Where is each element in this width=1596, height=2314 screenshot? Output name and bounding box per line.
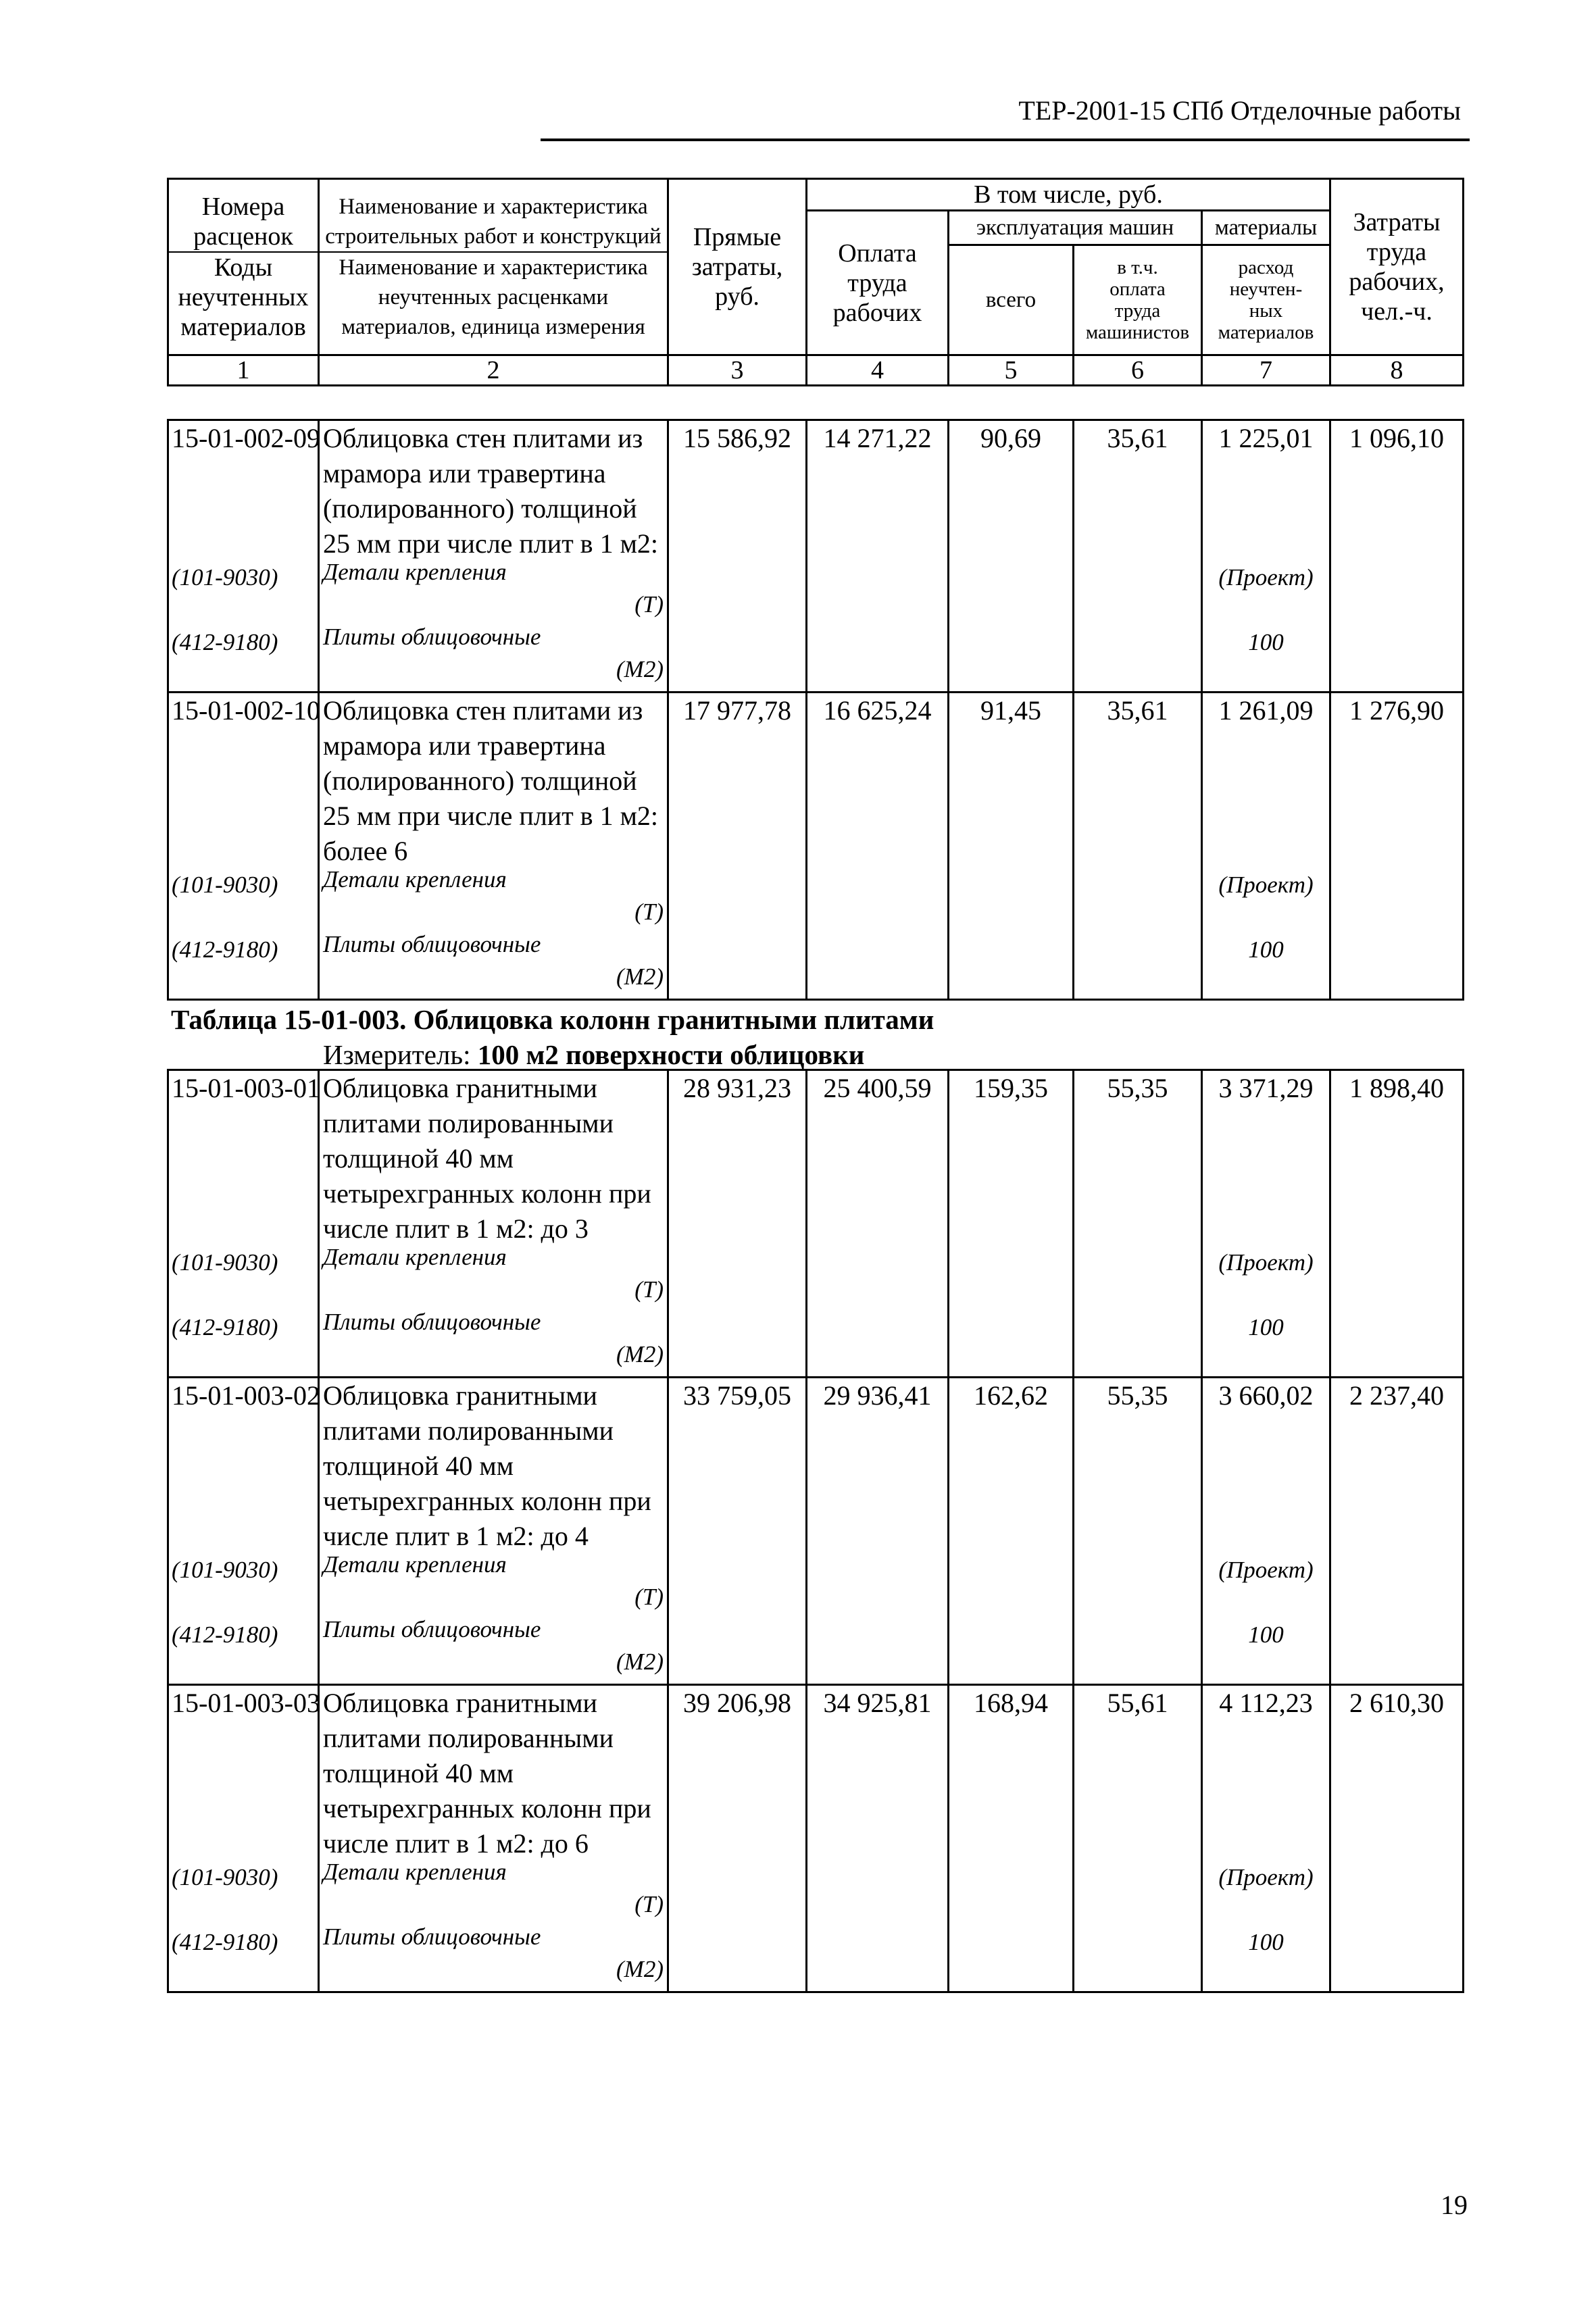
material-name: Детали крепления	[323, 866, 507, 892]
direct-cost: 28 931,23	[668, 1070, 807, 1378]
rate-code-cell	[168, 1070, 319, 1378]
labor-hours: 1 898,40	[1330, 1070, 1464, 1378]
col7-header: расход неучтен- ных материалов	[1202, 245, 1330, 355]
table-row	[168, 693, 1464, 1000]
description-cell: Облицовка стен плитами из мрамора или травертина (полированного) толщиной 25 мм при числе плит в 1 м2: Детали крепления (Т) Плиты облицовочные (М2)	[319, 420, 668, 693]
description-cell: Облицовка гранитными плитами полированными толщиной 40 мм четырехгранных колонн при числе плит в 1 м2: до 6 Детали крепления (Т) Плиты облицовочные (М2)	[319, 1685, 668, 1992]
col1-header: Номера расценок Коды неучтенных материалов	[168, 179, 319, 355]
materials-cell	[1202, 693, 1330, 1000]
material-unit: (Т)	[634, 899, 664, 925]
material-consumption: 100	[1248, 629, 1284, 655]
labor-cost: 29 936,41	[807, 1378, 949, 1685]
materials-cell	[1202, 1685, 1330, 1992]
col5-header: всего	[949, 245, 1074, 355]
materials-cell	[1202, 1378, 1330, 1685]
material-code: (412-9180)	[172, 1314, 278, 1340]
material-code: (412-9180)	[172, 1929, 278, 1955]
material-consumption: 100	[1248, 1929, 1284, 1955]
labor-cost: 14 271,22	[807, 420, 949, 693]
rate-code: 15-01-002-10	[172, 695, 320, 726]
column-number: 7	[1202, 355, 1330, 386]
column-number: 8	[1330, 355, 1464, 386]
material-code: (412-9180)	[172, 936, 278, 963]
column-number: 5	[949, 355, 1074, 386]
col4-header: Оплата труда рабочих	[807, 211, 949, 355]
labor-cost: 25 400,59	[807, 1070, 949, 1378]
machine-cost: 90,69	[949, 420, 1074, 693]
material-unit: (М2)	[616, 1341, 664, 1367]
material-name: Детали крепления	[323, 1551, 507, 1578]
material-name: Плиты облицовочные	[323, 624, 541, 650]
materials-cost: 3 660,02	[1218, 1380, 1314, 1411]
material-name: Детали крепления	[323, 559, 507, 585]
material-consumption: 100	[1248, 1314, 1284, 1340]
description-cell: Облицовка стен плитами из мрамора или травертина (полированного) толщиной 25 мм при числе плит в 1 м2: более 6 Детали крепления (Т) Плиты облицовочные (М2)	[319, 693, 668, 1000]
machine-labor-cost: 55,35	[1074, 1378, 1202, 1685]
material-unit: (Т)	[634, 1584, 664, 1610]
labor-cost: 16 625,24	[807, 693, 949, 1000]
materials-cost: 1 225,01	[1218, 423, 1314, 453]
material-consumption: 100	[1248, 1621, 1284, 1648]
header-rule	[541, 139, 1470, 141]
material-consumption: 100	[1248, 936, 1284, 963]
labor-hours: 2 610,30	[1330, 1685, 1464, 1992]
direct-cost: 33 759,05	[668, 1378, 807, 1685]
rate-code: 15-01-003-01	[172, 1073, 320, 1103]
col6-header: в т.ч. оплата труда машинистов	[1074, 245, 1202, 355]
material-name: Плиты облицовочные	[323, 931, 541, 957]
material-unit: (М2)	[616, 1649, 664, 1675]
material-name: Детали крепления	[323, 1859, 507, 1885]
column-number: 1	[168, 355, 319, 386]
col3-header: Прямые затраты, руб.	[668, 179, 807, 355]
machine-labor-cost: 35,61	[1074, 693, 1202, 1000]
material-name: Детали крепления	[323, 1244, 507, 1270]
machine-cost: 91,45	[949, 693, 1074, 1000]
table-row	[168, 1070, 1464, 1378]
material-code: (101-9030)	[172, 1864, 278, 1890]
material-unit: (Т)	[634, 1276, 664, 1303]
table-title: Таблица 15-01-003. Облицовка колонн гранитными плитами	[171, 1004, 934, 1035]
column-number: 2	[319, 355, 668, 386]
materials-cell	[1202, 420, 1330, 693]
rate-code-cell	[168, 693, 319, 1000]
page-number: 19	[1441, 2190, 1468, 2220]
table-unit: Измеритель: 100 м2 поверхности облицовки	[323, 1039, 865, 1070]
group-header: В том числе, руб.	[807, 179, 1330, 211]
rates-table-002	[167, 419, 1464, 1001]
material-unit: (Т)	[634, 591, 664, 618]
machine-labor-cost: 55,61	[1074, 1685, 1202, 1992]
materials-cost: 4 112,23	[1219, 1688, 1313, 1718]
machine-cost: 162,62	[949, 1378, 1074, 1685]
labor-cost: 34 925,81	[807, 1685, 949, 1992]
rates-table-003	[167, 1069, 1464, 1993]
direct-cost: 15 586,92	[668, 420, 807, 693]
materials-header: материалы	[1202, 211, 1330, 245]
rate-code: 15-01-003-02	[172, 1380, 320, 1411]
material-code: (412-9180)	[172, 629, 278, 655]
column-header-table	[167, 178, 1464, 386]
table-row	[168, 1685, 1464, 1992]
machine-labor-cost: 35,61	[1074, 420, 1202, 693]
material-consumption: (Проект)	[1218, 564, 1314, 590]
material-code: (101-9030)	[172, 564, 278, 590]
description-cell: Облицовка гранитными плитами полированными толщиной 40 мм четырехгранных колонн при числе плит в 1 м2: до 4 Детали крепления (Т) Плиты облицовочные (М2)	[319, 1378, 668, 1685]
material-consumption: (Проект)	[1218, 1249, 1314, 1276]
material-code: (101-9030)	[172, 1557, 278, 1583]
material-code: (412-9180)	[172, 1621, 278, 1648]
material-code: (101-9030)	[172, 1249, 278, 1276]
table-row	[168, 420, 1464, 693]
direct-cost: 39 206,98	[668, 1685, 807, 1992]
machine-cost: 159,35	[949, 1070, 1074, 1378]
document-title: ТЕР-2001-15 СПб Отделочные работы	[1018, 95, 1461, 126]
column-number: 4	[807, 355, 949, 386]
column-number: 6	[1074, 355, 1202, 386]
machine-cost: 168,94	[949, 1685, 1074, 1992]
materials-cell	[1202, 1070, 1330, 1378]
materials-cost: 3 371,29	[1218, 1073, 1314, 1103]
rate-code-cell	[168, 1378, 319, 1685]
material-unit: (Т)	[634, 1891, 664, 1917]
machine-labor-cost: 55,35	[1074, 1070, 1202, 1378]
labor-hours: 2 237,40	[1330, 1378, 1464, 1685]
material-unit: (М2)	[616, 1956, 664, 1982]
col2-header: Наименование и характеристика строительных работ и конструкций Наименование и характеристика неучтенных расценками материалов, единица измерения	[319, 179, 668, 355]
material-name: Плиты облицовочные	[323, 1309, 541, 1335]
rate-code: 15-01-003-03	[172, 1688, 320, 1718]
table-row	[168, 1378, 1464, 1685]
column-number: 3	[668, 355, 807, 386]
material-name: Плиты облицовочные	[323, 1616, 541, 1642]
rate-code-cell	[168, 1685, 319, 1992]
material-consumption: (Проект)	[1218, 1557, 1314, 1583]
labor-hours: 1 096,10	[1330, 420, 1464, 693]
direct-cost: 17 977,78	[668, 693, 807, 1000]
labor-hours: 1 276,90	[1330, 693, 1464, 1000]
rate-code-cell	[168, 420, 319, 693]
material-unit: (М2)	[616, 656, 664, 682]
col8-header: Затраты труда рабочих, чел.-ч.	[1330, 179, 1464, 355]
material-code: (101-9030)	[172, 872, 278, 898]
material-name: Плиты облицовочные	[323, 1923, 541, 1950]
material-consumption: (Проект)	[1218, 1864, 1314, 1890]
rate-code: 15-01-002-09	[172, 423, 320, 453]
material-consumption: (Проект)	[1218, 872, 1314, 898]
description-cell: Облицовка гранитными плитами полированными толщиной 40 мм четырехгранных колонн при числе плит в 1 м2: до 3 Детали крепления (Т) Плиты облицовочные (М2)	[319, 1070, 668, 1378]
materials-cost: 1 261,09	[1218, 695, 1314, 726]
material-unit: (М2)	[616, 963, 664, 990]
machines-header: эксплуатация машин	[949, 211, 1202, 245]
